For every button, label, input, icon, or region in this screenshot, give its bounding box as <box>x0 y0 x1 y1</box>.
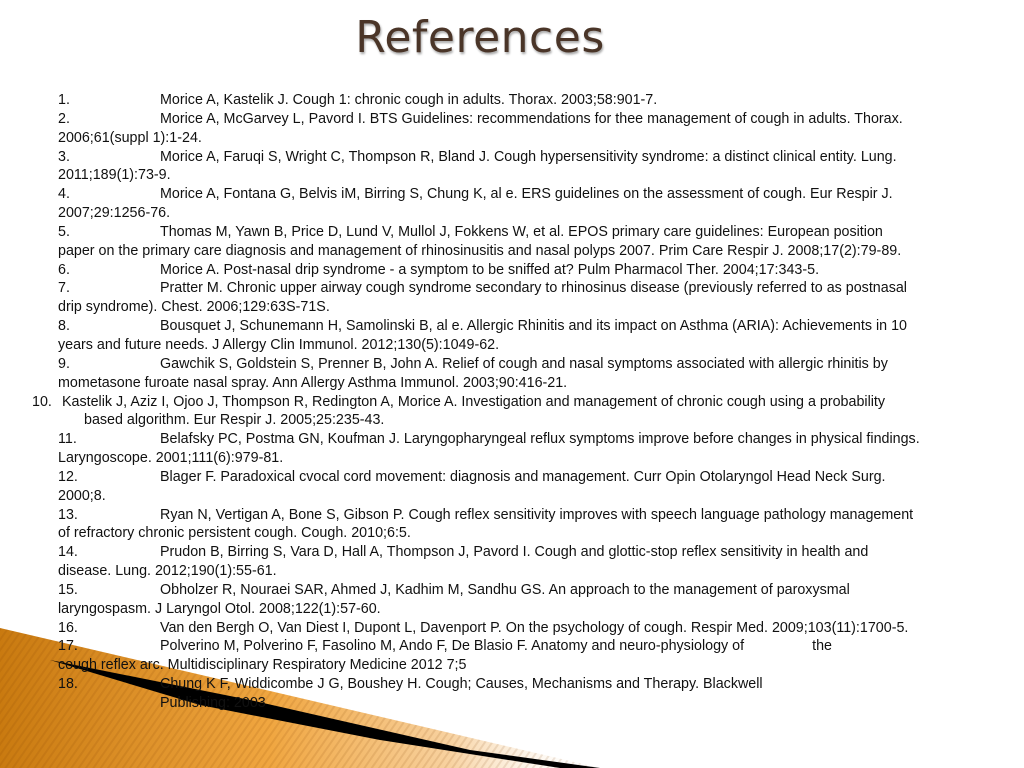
reference-text: Morice A, Faruqi S, Wright C, Thompson R, Bland J. Cough hypersensitivity syndrome: a distinct clinical entity. Lung. 2011;189(1):73-9. <box>58 148 897 184</box>
reference-text: Morice A, Fontana G, Belvis iM, Birring S, Chung K, al e. ERS guidelines on the assessment of cough. Eur Respir J. 2007;29:1256-76. <box>58 186 893 222</box>
reference-11 <box>58 430 923 468</box>
reference-18 <box>58 675 923 713</box>
reference-text: Obholzer R, Nouraei SAR, Ahmed J, Kadhim M, Sandhu GS. An approach to the management of paroxysmal laryngospasm. J Laryngol Otol. 2008;122(1):57-60. <box>58 581 850 617</box>
reference-text: Bousquet J, Schunemann H, Samolinski B, al e. Allergic Rhinitis and its impact on Asthma (ARIA): Achievements in 10 years and future needs. J Allergy Clin Immunol. 2012;130(5):1049-62. <box>58 318 907 353</box>
reference-3 <box>58 148 923 186</box>
reference-text: Pratter M. Chronic upper airway cough syndrome secondary to rhinosinus disease (previously referred to as postnasal drip syndrome). Chest. 2006;129:63S-71S. <box>58 280 907 316</box>
reference-text: Publishing: 2003 <box>160 695 266 711</box>
reference-text: Ryan N, Vertigan A, Bone S, Gibson P. Cough reflex sensitivity improves with speech language pathology management of refractory chronic persistent cough. Cough. 2010;6:5. <box>58 506 914 542</box>
reference-text: Prudon B, Birring S, Vara D, Hall A, Thompson J, Pavord I. Cough and glottic-stop reflex sensitivity in health and disease. Lung. 2012;190(1):55-61. <box>58 544 869 580</box>
reference-number: 17. <box>58 638 78 655</box>
reference-text: Gawchik S, Goldstein S, Prenner B, John A. Relief of cough and nasal symptoms associated with allergic rhinitis by mometasone furoate nasal spray. Ann Allergy Asthma Immunol. 2003;90:416-21. <box>58 355 888 391</box>
reference-1 <box>58 91 923 110</box>
reference-10: 10. Kastelik J, Aziz I, Ojoo J, Thompson R, Redington A, Morice A. Investigation and management of chronic cough using a probability based algorithm. Eur Respir J. 2005;25:235-43. <box>32 393 886 429</box>
reference-number: 12. <box>58 468 78 485</box>
reference-number: 6. <box>58 261 70 278</box>
reference-text: Morice A, McGarvey L, Pavord I. BTS Guidelines: recommendations for thee management of cough in adults. Thorax. 2006;61(suppl 1):1-24. <box>58 110 903 146</box>
reference-list <box>32 91 923 713</box>
reference-number: 4. <box>58 186 70 203</box>
reference-13 <box>58 506 923 544</box>
reference-16 <box>58 619 923 638</box>
reference-text: the <box>812 638 832 655</box>
reference-number: 5. <box>58 223 70 240</box>
slide-title: References <box>355 12 605 63</box>
reference-number: 18. <box>58 676 78 693</box>
reference-text: Kastelik J, Aziz I, Ojoo J, Thompson R, Redington A, Morice A. Investigation and management of chronic cough using a probability based algorithm. Eur Respir J. 2005;25:235-43. <box>62 393 886 429</box>
reference-text: Belafsky PC, Postma GN, Koufman J. Laryngopharyngeal reflux symptoms improve before changes in physical findings. Laryngoscope. 2001;111(6):979-81. <box>58 431 920 467</box>
reference-text: Blager F. Paradoxical cvocal cord movement: diagnosis and management. Curr Opin Otolaryngol Head Neck Surg. 2000;8. <box>58 468 886 504</box>
reference-14 <box>58 543 923 581</box>
reference-15 <box>58 581 923 619</box>
reference-5 <box>58 223 923 261</box>
reference-text: Van den Bergh O, Van Diest I, Dupont L, Davenport P. On the psychology of cough. Respir Med. 2009;103(11):1700-5. <box>160 619 909 636</box>
reference-9 <box>58 355 923 393</box>
reference-number: 1. <box>58 92 70 108</box>
reference-number: 8. <box>58 318 70 335</box>
reference-text: Chung K F, Widdicombe J G, Boushey H. Cough; Causes, Mechanisms and Therapy. Blackwell <box>160 676 763 693</box>
reference-number: 2. <box>58 110 70 127</box>
reference-text: cough reflex arc. Multidisciplinary Respiratory Medicine 2012 7;5 <box>58 657 467 674</box>
reference-text: Polverino M, Polverino F, Fasolino M, Ando F, De Blasio F. Anatomy and neuro-physiology of <box>160 638 745 655</box>
reference-text: Morice A, Kastelik J. Cough 1: chronic cough in adults. Thorax. 2003;58:901-7. <box>160 92 658 108</box>
reference-number: 14. <box>58 544 78 561</box>
reference-7 <box>58 279 923 317</box>
reference-text: Morice A. Post-nasal drip syndrome - a symptom to be sniffed at? Pulm Pharmacol Ther. 2004;17:343-5. <box>160 261 820 278</box>
reference-number: 13. <box>58 506 78 523</box>
reference-4 <box>58 185 923 223</box>
reference-12 <box>58 468 923 506</box>
reference-number: 11. <box>58 431 77 448</box>
reference-number: 3. <box>58 148 70 165</box>
reference-6 <box>58 261 923 280</box>
reference-2 <box>58 110 923 148</box>
reference-number: 7. <box>58 280 70 297</box>
reference-number: 15. <box>58 581 78 598</box>
reference-8 <box>58 317 923 355</box>
reference-text: Thomas M, Yawn B, Price D, Lund V, Mullol J, Fokkens W, et al. EPOS primary care guidelines: European position paper on the primary care diagnosis and management of rhinosinusitis and nasal polyps 2007. Prim Care Respir J. 2008;17(2):79-89. <box>58 223 902 259</box>
reference-17 <box>58 637 923 675</box>
reference-number: 9. <box>58 355 70 372</box>
reference-number: 16. <box>58 619 78 636</box>
